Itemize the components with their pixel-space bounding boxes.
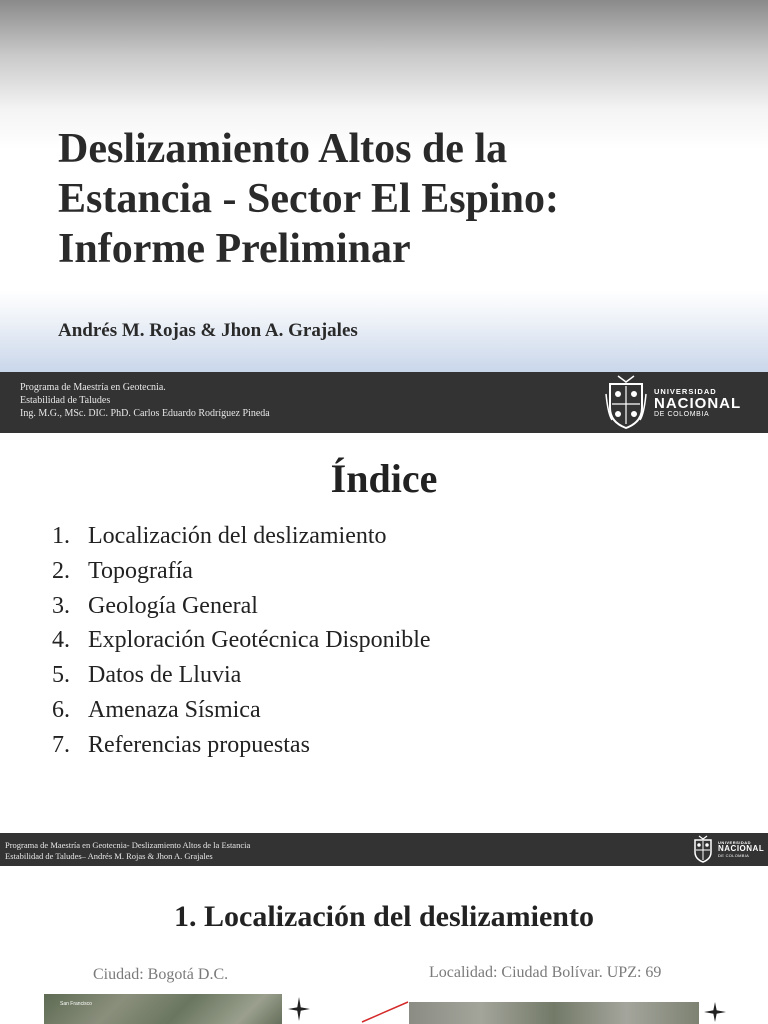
crest-icon [604,374,648,430]
locality-caption: Localidad: Ciudad Bolívar. UPZ: 69 [429,964,662,981]
footer-line: Programa de Maestría en Geotecnia. [20,382,166,393]
list-item [52,519,431,554]
logo-wordmark [718,840,764,858]
list-item [52,658,431,693]
footer-text [20,381,270,420]
item-number: 7. [52,731,70,758]
logo-line: NACIONAL [654,394,742,412]
logo-line: DE COLOMBIA [654,410,710,418]
item-number: 4. [52,627,70,654]
footer-line: Estabilidad de Taludes– Andrés M. Rojas & Jhon A. Grajales [5,851,213,861]
presentation-title [58,124,738,274]
compass-rose-icon [286,994,312,1024]
footer-line: Programa de Maestría en Geotecnia- Deslizamiento Altos de la Estancia [5,840,251,850]
item-number: 1. [52,523,70,549]
logo-line: UNIVERSIDAD [718,840,752,845]
logo-line: UNIVERSIDAD [654,386,717,396]
list-item [52,554,431,589]
compass-rose-icon [700,1000,730,1024]
city-map-image [44,994,282,1024]
item-label: Amenaza Sísmica [88,696,261,723]
university-logo [604,374,741,430]
locality-map-image [409,1002,699,1024]
footer-line: Ing. M.G., MSc. DIC. PhD. Carlos Eduardo Rodríguez Pineda [20,408,270,419]
item-number: 2. [52,557,70,584]
index-list [52,519,431,763]
item-label: Localización del deslizamiento [88,523,387,549]
university-logo [692,835,764,863]
title-line: Estancia - Sector El Espino: [58,176,559,222]
map-place-label: San Francisco [60,1001,92,1007]
location-title: 1. Localización del deslizamiento [174,900,594,933]
slide-footer-band [0,833,768,866]
list-item [52,589,431,624]
item-label: Datos de Lluvia [88,662,242,689]
index-title: Índice [330,456,438,501]
list-item [52,728,431,763]
authors: Andrés M. Rojas & Jhon A. Grajales [58,320,358,341]
title-line: Deslizamiento Altos de la [58,126,508,172]
footer-text [5,840,250,862]
city-caption: Ciudad: Bogotá D.C. [93,966,229,983]
index-slide [0,433,768,833]
item-label: Geología General [88,592,258,619]
logo-line: NACIONAL [718,844,765,853]
item-label: Referencias propuestas [88,731,310,758]
item-number: 6. [52,696,70,723]
logo-line: DE COLOMBIA [718,853,750,858]
list-item [52,693,431,728]
item-label: Exploración Geotécnica Disponible [88,627,431,654]
title-slide [0,0,768,372]
list-item [52,623,431,658]
item-number: 5. [52,662,70,689]
item-number: 3. [52,592,70,619]
crest-icon [692,835,714,863]
logo-wordmark [654,387,741,418]
footer-line: Estabilidad de Taludes [20,395,111,406]
item-label: Topografía [88,557,193,584]
pointer-line [360,1000,412,1024]
title-line: Informe Preliminar [58,226,411,272]
